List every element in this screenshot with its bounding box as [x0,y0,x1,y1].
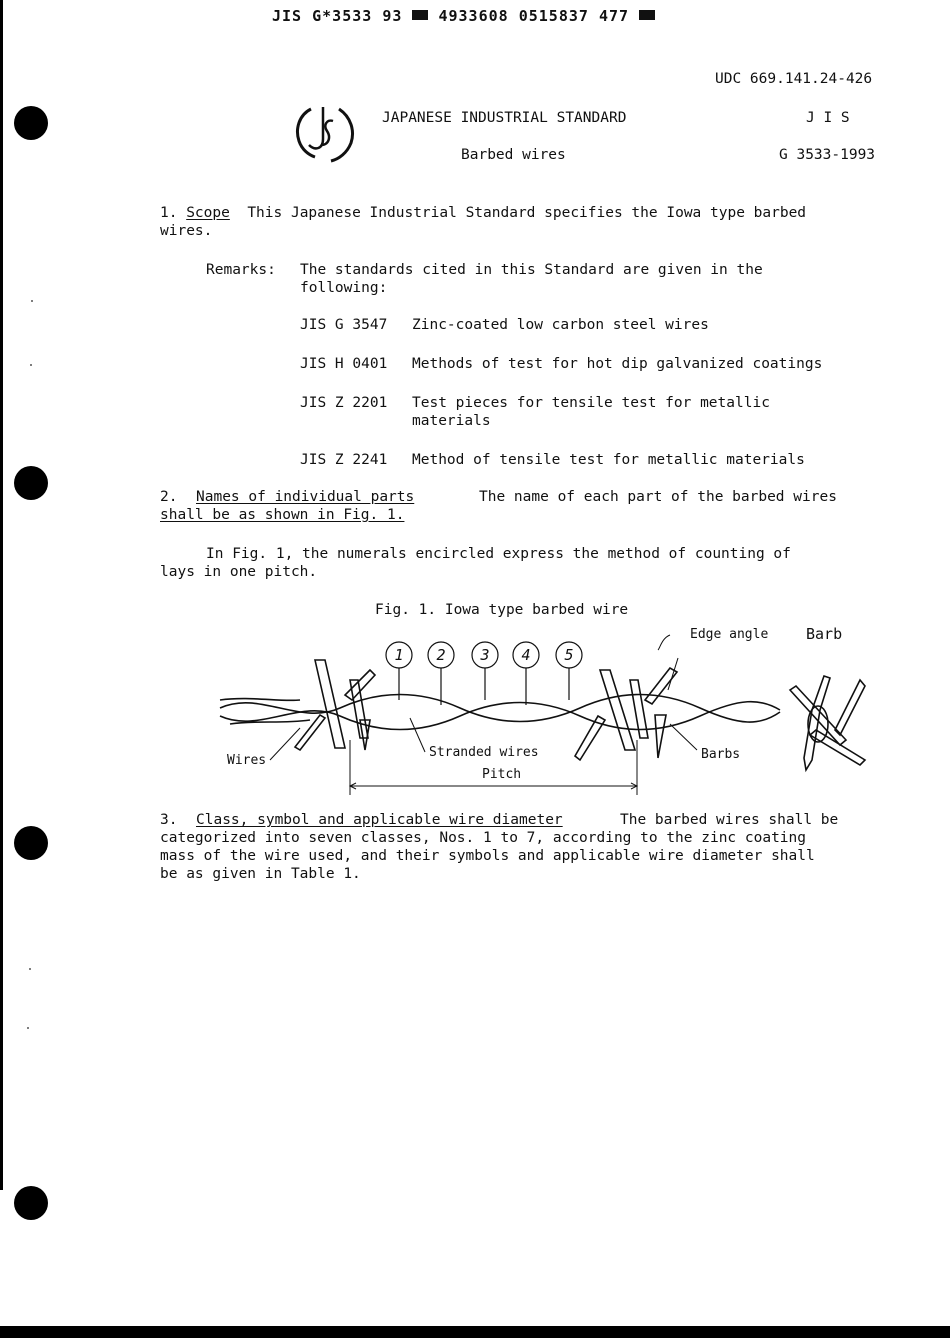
section-3-text-cont: be as given in Table 1. [160,866,361,882]
scan-header [272,7,655,25]
section-2-paragraph-cont: lays in one pitch. [160,564,318,580]
section-2-text: The name of each part of the barbed wires [479,489,837,505]
barb-detail [790,676,865,770]
udc-code: UDC 669.141.24-426 [715,71,873,87]
lay-number: 4 [521,646,531,664]
document-title: Barbed wires [461,147,566,163]
binder-hole [14,1186,48,1220]
remarks-text: The standards cited in this Standard are given in the [300,262,763,278]
scan-bottom-border [0,1326,950,1338]
scan-left-border [0,0,3,1190]
ref-code: JIS Z 2241 [300,452,388,468]
jis-mark-logo [293,103,359,165]
scan-header-part2: 4933608 0515837 477 [438,7,630,25]
section-3-text-cont: categorized into seven classes, Nos. 1 to 7, according to the zinc coating [160,830,807,846]
section-1-heading: Scope [186,205,230,221]
lay-number: 3 [480,646,490,664]
jis-label: J I S [806,110,850,126]
remarks-text-cont: following: [300,280,388,296]
section-3-number: 3. [160,812,178,828]
section-3-heading: Class, symbol and applicable wire diameter [196,812,563,828]
ref-title-cont: materials [412,413,491,429]
label-edge-angle: Edge angle [690,627,769,642]
lay-number: 2 [436,646,446,664]
wire-strands [220,695,780,730]
section-1-line [160,204,806,222]
document-number: G 3533-1993 [779,147,876,163]
section-1-text-cont: wires. [160,223,213,239]
section-2-paragraph: In Fig. 1, the numerals encircled express the method of counting of [206,546,791,562]
ref-code: JIS Z 2201 [300,395,388,411]
label-stranded-wires: Stranded wires [429,745,539,760]
label-pitch: Pitch [482,767,522,782]
label-barbs: Barbs [701,747,741,762]
section-2-heading: Names of individual parts [196,489,415,505]
section-2-text-cont: shall be as shown in Fig. 1. [160,507,405,523]
remarks-label: Remarks: [206,262,276,278]
section-1-number: 1. [160,205,178,221]
scan-block-mark [412,10,428,20]
lay-number: 1 [394,646,404,664]
scan-header-part1: JIS G*3533 93 [272,7,403,25]
scan-speck [30,364,32,366]
binder-hole [14,466,48,500]
scan-speck [31,300,33,302]
section-1-text: This Japanese Industrial Standard specifies the Iowa type barbed [247,205,807,221]
scan-speck [29,968,31,970]
ref-code: JIS H 0401 [300,356,388,372]
scan-block-mark [639,10,655,20]
ref-title: Zinc-coated low carbon steel wires [412,317,709,333]
section-3-text-cont: mass of the wire used, and their symbols and applicable wire diameter shall [160,848,815,864]
ref-title: Test pieces for tensile test for metallic [412,395,770,411]
label-barb-detail: Barb [806,625,843,643]
label-wires: Wires [227,753,267,768]
barbed-wire-figure [200,620,880,800]
binder-hole [14,106,48,140]
ref-title: Method of tensile test for metallic materials [412,452,805,468]
ref-code: JIS G 3547 [300,317,388,333]
binder-hole [14,826,48,860]
left-barb [295,660,375,750]
ref-title: Methods of test for hot dip galvanized coatings [412,356,823,372]
standard-type: JAPANESE INDUSTRIAL STANDARD [382,110,627,126]
section-3-text: The barbed wires shall be [620,812,839,828]
lay-number: 5 [564,646,574,664]
scan-speck [27,1027,29,1029]
section-2-number: 2. [160,489,178,505]
figure-caption: Fig. 1. Iowa type barbed wire [375,602,629,618]
right-barb [575,668,677,760]
